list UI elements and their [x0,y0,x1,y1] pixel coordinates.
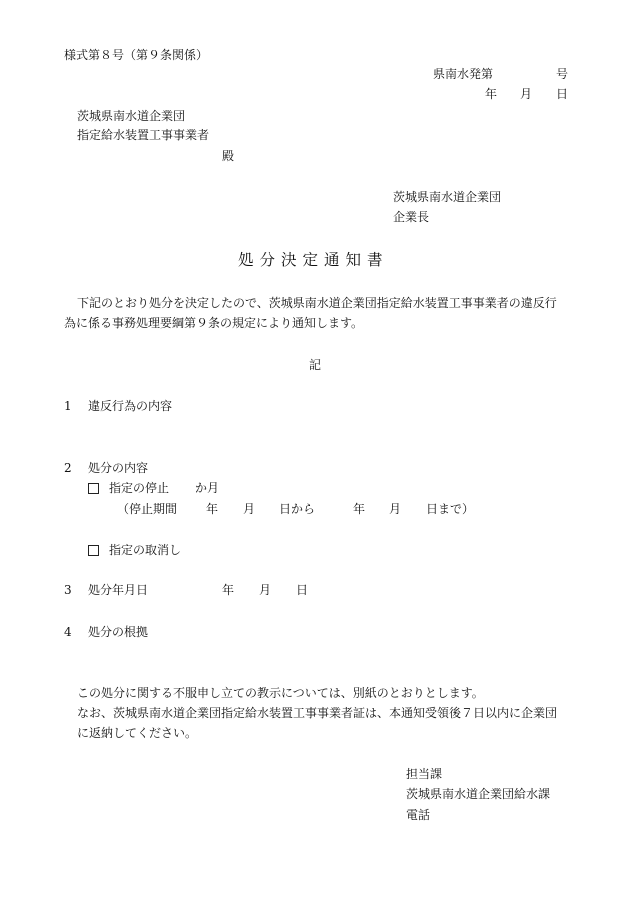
body-line-1: 下記のとおり処分を決定したので、茨城県南水道企業団指定給水装置工事事業者の違反行 [77,296,557,310]
sender-org: 茨城県南水道企業団 [393,190,502,204]
period-month-1: 月 [243,502,256,516]
cancel-option-label: 指定の取消し [109,543,182,557]
contact-label: 担当課 [406,767,443,781]
period-year-1: 年 [206,502,219,516]
suspend-option-label: 指定の停止 [109,481,170,495]
note-line-3: に返納してください。 [77,726,198,740]
item-3-month: 月 [259,583,272,597]
sender-title: 企業長 [393,210,430,224]
note-line-1: この処分に関する不服申し立ての教示については、別紙のとおりとします。 [77,686,484,700]
item-4-number: 4 [64,625,72,639]
suspend-checkbox[interactable] [88,483,99,494]
suspend-option[interactable] [88,480,169,496]
item-2-number: 2 [64,461,72,475]
body-line-2: 為に係る事務処理要綱第９条の規定により通知します。 [64,316,364,330]
contact-phone: 電話 [406,808,431,822]
period-month-2: 月 [389,502,402,516]
item-4-label: 処分の根拠 [88,625,149,639]
period-year-2: 年 [353,502,366,516]
addressee-honorific: 殿 [222,149,235,163]
item-1-number: 1 [64,399,72,413]
item-3-number: 3 [64,583,72,597]
doc-number-suffix: 号 [556,67,569,81]
note-line-2: なお、茨城県南水道企業団指定給水装置工事事業者証は、本通知受領後７日以内に企業団 [77,706,558,720]
form-label: 様式第８号（第９条関係） [64,48,209,62]
date-month: 月 [520,87,533,101]
item-2-label: 処分の内容 [88,461,149,475]
period-until: 日まで） [426,502,475,516]
contact-dept: 茨城県南水道企業団給水課 [406,787,551,801]
item-3-label: 処分年月日 [88,583,149,597]
item-3-year: 年 [222,583,235,597]
suspend-months: か月 [195,481,220,495]
ki-label: 記 [309,358,322,372]
page-title: 処分決定通知書 [238,251,389,269]
doc-number-prefix: 県南水発第 [433,67,494,81]
cancel-option[interactable] [88,542,181,558]
period-open: （停止期間 [117,502,178,516]
item-1-label: 違反行為の内容 [88,399,173,413]
date-day: 日 [556,87,569,101]
cancel-checkbox[interactable] [88,545,99,556]
date-year: 年 [485,87,498,101]
addressee-type: 指定給水装置工事事業者 [77,128,210,142]
period-from: 日から [279,502,316,516]
addressee-org: 茨城県南水道企業団 [77,109,186,123]
item-3-day: 日 [296,583,309,597]
